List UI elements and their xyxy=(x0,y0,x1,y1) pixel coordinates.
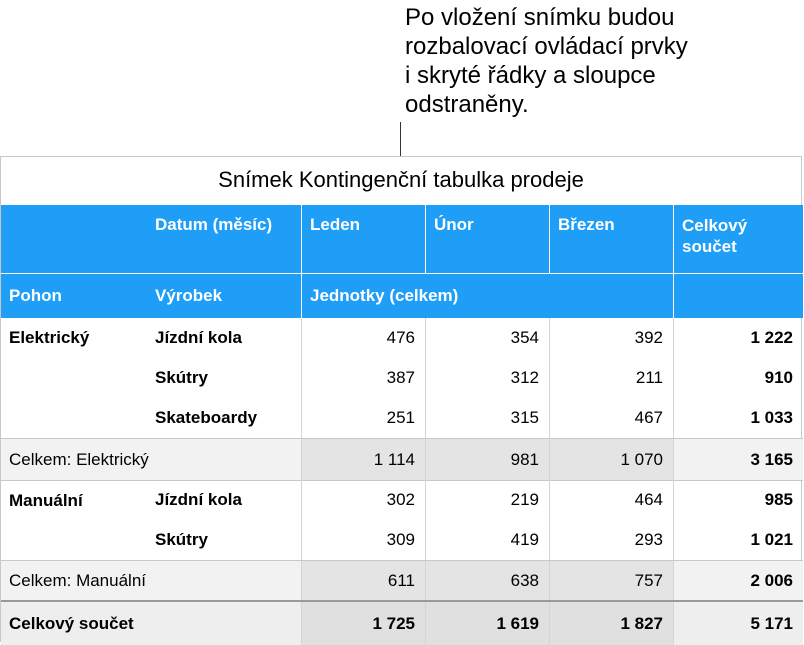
table-row: Skútry 309 419 293 1 021 xyxy=(1,520,803,560)
header-datum: Datum (měsíc) xyxy=(155,215,273,234)
table-row: Skateboardy 251 315 467 1 033 xyxy=(1,398,803,438)
callout-leader-line xyxy=(400,122,401,156)
group-label-manual: Manuální xyxy=(9,491,83,510)
callout-line-3: i skryté řádky a sloupce xyxy=(405,62,656,89)
header-grand-total: Celkový součet xyxy=(673,205,803,273)
pivot-table xyxy=(0,156,802,642)
header-month-3: Březen xyxy=(549,205,673,273)
table-title: Snímek Kontingenční tabulka prodeje xyxy=(218,167,584,192)
header-vyrobek: Výrobek xyxy=(155,286,223,305)
table-row: Jízdní kola 302 219 464 985 xyxy=(1,480,803,520)
subtotal-row-electric: Celkem: Elektrický 1 114 981 1 070 3 165 xyxy=(1,438,803,481)
callout-line-2: rozbalovací ovládací prvky xyxy=(405,33,688,60)
grand-total-row: Celkový součet 1 725 1 619 1 827 5 171 xyxy=(1,600,803,645)
callout-text xyxy=(405,3,795,119)
header-row-months xyxy=(1,205,803,273)
header-month-2: Únor xyxy=(425,205,549,273)
callout-line-4: odstraněny. xyxy=(405,91,529,118)
header-pohon: Pohon xyxy=(9,286,62,305)
group-label-electric: Elektrický xyxy=(9,328,90,347)
subtotal-row-manual: Celkem: Manuální 611 638 757 2 006 xyxy=(1,560,803,601)
header-jednotky: Jednotky (celkem) xyxy=(301,274,673,318)
header-month-1: Leden xyxy=(301,205,425,273)
table-row: Skútry 387 312 211 910 xyxy=(1,358,803,398)
table-row: Jízdní kola 476 354 392 1 222 xyxy=(1,318,803,358)
header-row-fields xyxy=(1,274,803,318)
callout-line-1: Po vložení snímku budou xyxy=(405,4,675,31)
